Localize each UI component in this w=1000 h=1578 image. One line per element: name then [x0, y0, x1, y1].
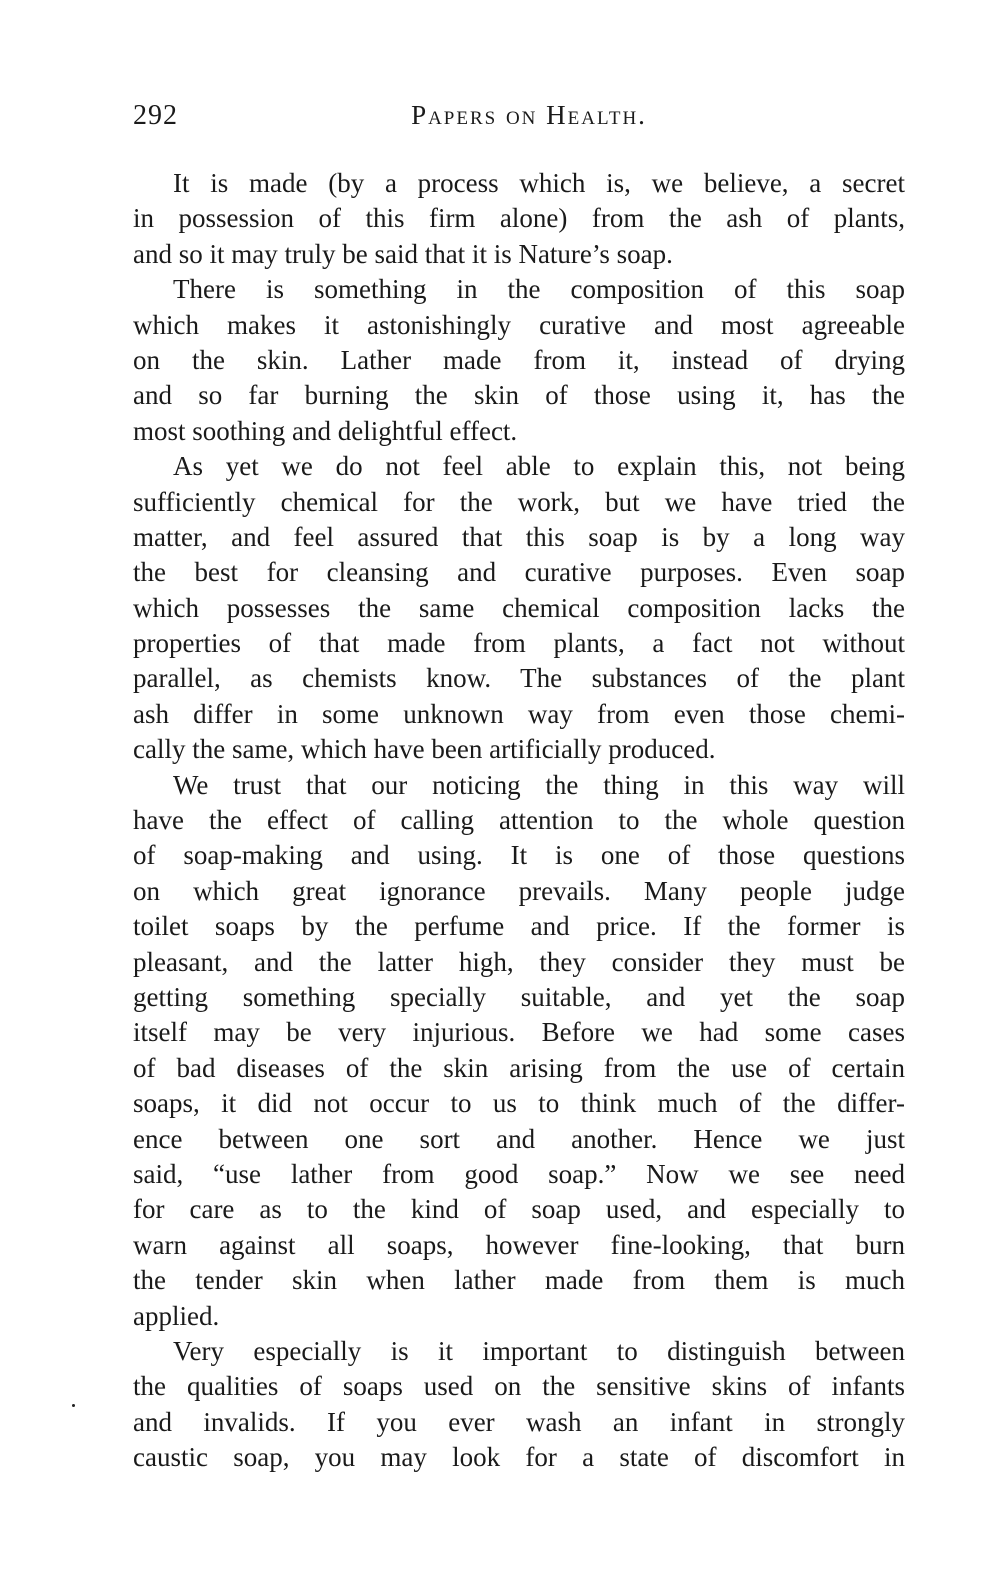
text-line-content: It is made (by a process which is, we believe, a secret — [173, 168, 905, 198]
text-line-content: have the effect of calling attention to the whole question — [133, 805, 905, 836]
text-line-content: toilet soaps by the perfume and price. If the former is — [133, 911, 905, 942]
page-header — [133, 100, 905, 140]
text-line — [133, 1263, 905, 1298]
text-line — [133, 1086, 905, 1121]
paragraph — [133, 1334, 905, 1476]
text-line-content: ash differ in some unknown way from even those chemi- — [133, 698, 905, 729]
text-line-content: cally the same, which have been artificially produced. — [133, 734, 716, 765]
text-line — [133, 1334, 905, 1369]
text-line-content: the tender skin when lather made from them is much — [133, 1265, 905, 1296]
text-line — [133, 1157, 905, 1192]
text-line — [133, 237, 905, 272]
text-line — [133, 1369, 905, 1404]
text-line-content: getting something specially suitable, and yet the soap — [133, 981, 905, 1012]
text-line — [133, 697, 905, 732]
text-line-content: most soothing and delightful effect. — [133, 415, 518, 446]
text-line — [133, 343, 905, 378]
paragraph — [133, 449, 905, 768]
text-line — [133, 803, 905, 838]
text-line-content: the best for cleansing and curative purposes. Even soap — [133, 557, 905, 588]
paragraph — [133, 768, 905, 1334]
text-line-content: parallel, as chemists know. The substances of the plant — [133, 663, 905, 694]
text-line — [133, 732, 905, 767]
body-text — [133, 166, 905, 1475]
text-line — [133, 308, 905, 343]
text-line-content: and so far burning the skin of those using it, has the — [133, 380, 905, 411]
text-line — [133, 1405, 905, 1440]
text-line-content: matter, and feel assured that this soap is by a long way — [133, 521, 905, 552]
text-line-content: on the skin. Lather made from it, instead of drying — [133, 344, 905, 375]
text-line — [133, 555, 905, 590]
text-line — [133, 520, 905, 555]
text-line — [133, 272, 905, 307]
text-line — [133, 414, 905, 449]
text-line — [133, 661, 905, 696]
text-line-content: sufficiently chemical for the work, but we have tried the — [133, 486, 905, 517]
running-title: Papers on Health. — [411, 100, 647, 130]
text-line — [133, 626, 905, 661]
text-line-content: the qualities of soaps used on the sensitive skins of infants — [133, 1371, 905, 1402]
text-line-content: caustic soap, you may look for a state of discomfort in — [133, 1442, 905, 1473]
text-line-content: which possesses the same chemical composition lacks the — [133, 592, 905, 623]
text-line-content: warn against all soaps, however fine-looking, that burn — [133, 1229, 905, 1260]
text-line-content: in possession of this firm alone) from the ash of plants, — [133, 203, 905, 234]
text-line-content: and so it may truly be said that it is Nature’s soap. — [133, 238, 673, 269]
text-line — [133, 201, 905, 236]
text-line-content: There is something in the composition of this soap — [173, 274, 905, 305]
text-line-content: ence between one sort and another. Hence we just — [133, 1123, 905, 1154]
text-line — [133, 485, 905, 520]
text-line — [133, 1192, 905, 1227]
text-line-content: properties of that made from plants, a fact not without — [133, 628, 905, 659]
text-line-content: of soap-making and using. It is one of those questions — [133, 840, 905, 871]
text-line — [133, 909, 905, 944]
text-line — [133, 1299, 905, 1334]
text-line-content: which makes it astonishingly curative and most agreeable — [133, 309, 905, 340]
text-line — [133, 591, 905, 626]
text-line — [133, 1051, 905, 1086]
text-line-content: and invalids. If you ever wash an infant in strongly — [133, 1406, 905, 1437]
text-line — [133, 768, 905, 803]
text-line-content: applied. — [133, 1300, 220, 1331]
text-line-content: of bad diseases of the skin arising from the use of certain — [133, 1052, 905, 1083]
text-line — [133, 449, 905, 484]
text-line — [133, 945, 905, 980]
text-line — [133, 1440, 905, 1475]
text-line-content: soaps, it did not occur to us to think much of the differ- — [133, 1088, 905, 1119]
text-line-content: We trust that our noticing the thing in this way will — [173, 769, 905, 800]
text-line — [133, 166, 905, 201]
text-line-content: said, “use lather from good soap.” Now we see need — [133, 1158, 905, 1189]
text-line-content: on which great ignorance prevails. Many people judge — [133, 875, 905, 906]
text-line — [133, 1228, 905, 1263]
text-line-content: pleasant, and the latter high, they consider they must be — [133, 946, 905, 977]
text-line — [133, 378, 905, 413]
text-line-content: for care as to the kind of soap used, and especially to — [133, 1194, 905, 1225]
paragraph — [133, 166, 905, 272]
paragraph — [133, 272, 905, 449]
page-number: 292 — [133, 100, 178, 131]
text-line-content: Very especially is it important to distinguish between — [173, 1335, 905, 1366]
margin-dot — [72, 1404, 75, 1407]
text-line-content: itself may be very injurious. Before we had some cases — [133, 1017, 905, 1048]
text-line — [133, 1015, 905, 1050]
text-line — [133, 1122, 905, 1157]
text-line — [133, 838, 905, 873]
text-line-content: As yet we do not feel able to explain this, not being — [173, 451, 905, 482]
text-line — [133, 874, 905, 909]
text-line — [133, 980, 905, 1015]
